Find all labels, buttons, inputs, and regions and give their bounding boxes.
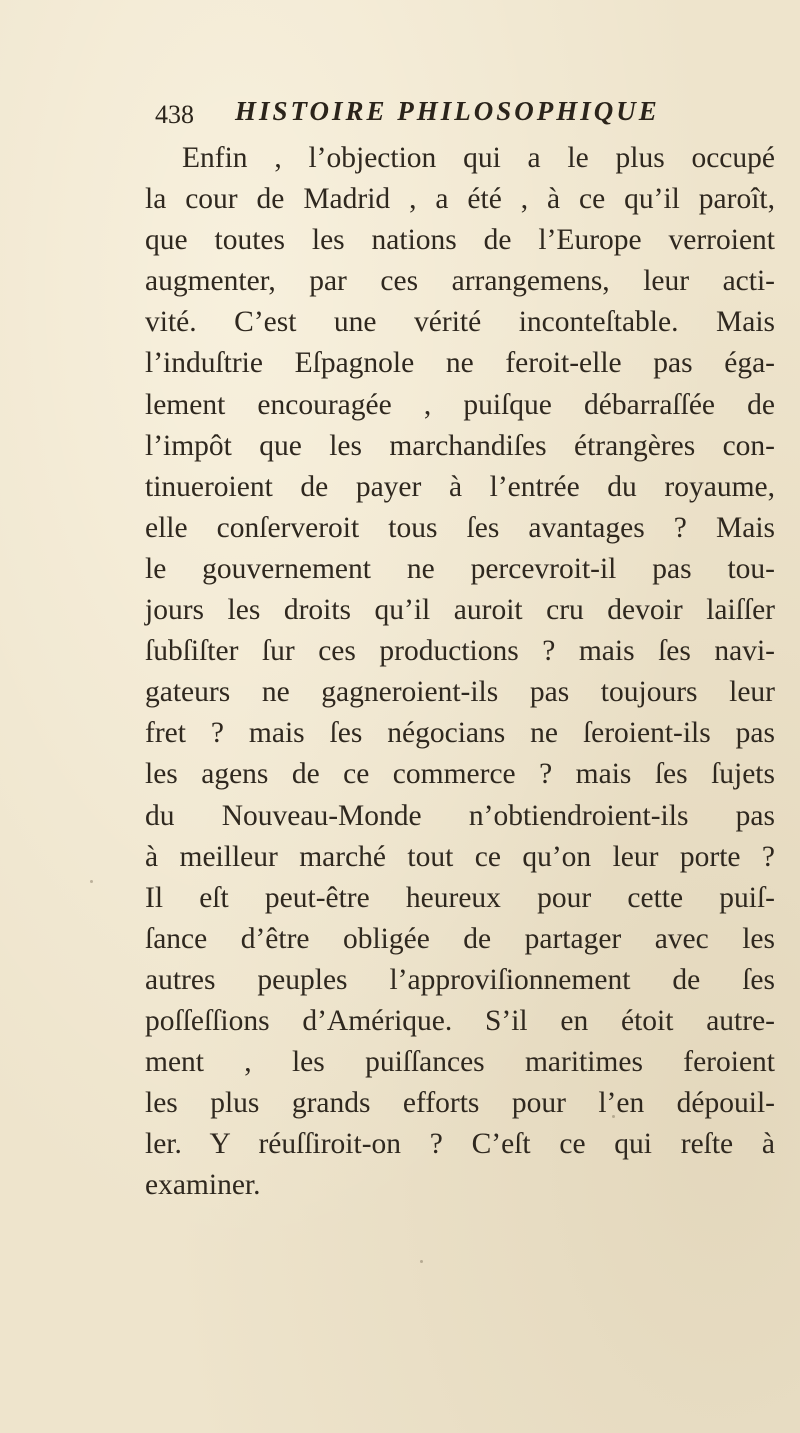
text-line: poſſeſſions d’Amérique. S’il en étoit autre- <box>145 1004 775 1037</box>
page-header <box>155 96 755 136</box>
text-line: l’impôt que les marchandiſes étrangères con- <box>145 429 775 462</box>
text-line: à meilleur marché tout ce qu’on leur porte ? <box>145 840 775 873</box>
text-line: ment , les puiſſances maritimes feroient <box>145 1046 775 1079</box>
text-line: lement encouragée , puiſque débarraſſée de <box>145 388 775 421</box>
text-line: les agens de ce commerce ? mais ſes ſujets <box>145 758 775 791</box>
paper-speck <box>420 1260 423 1263</box>
text-line: examiner. <box>145 1169 261 1202</box>
text-line: l’induſtrie Eſpagnole ne feroit-elle pas éga- <box>145 347 775 380</box>
text-line: augmenter, par ces arrangemens, leur acti- <box>145 265 775 298</box>
text-line: la cour de Madrid , a été , à ce qu’il paroît, <box>145 183 775 216</box>
text-line: que toutes les nations de l’Europe verroient <box>145 224 775 257</box>
text-line: ſance d’être obligée de partager avec les <box>145 922 775 955</box>
paper-speck <box>90 880 93 883</box>
text-line: Enfin , l’objection qui a le plus occupé <box>182 142 775 174</box>
text-line: du Nouveau-Monde n’obtiendroient-ils pas <box>145 799 775 832</box>
text-line: les plus grands efforts pour l’en dépouil- <box>145 1087 775 1120</box>
text-line: Il eſt peut-être heureux pour cette puiſ- <box>145 881 775 914</box>
text-line: fret ? mais ſes négocians ne ſeroient-ils pas <box>145 717 775 750</box>
text-line: ler. Y réuſſiroit-on ? C’eſt ce qui reſte à <box>145 1128 775 1161</box>
text-line: ſubſiſter ſur ces productions ? mais ſes navi- <box>145 635 775 668</box>
body-text <box>145 138 775 1206</box>
page-number: 438 <box>155 100 194 129</box>
text-line: vité. C’est une vérité inconteſtable. Mais <box>145 306 775 339</box>
running-head: HISTOIRE PHILOSOPHIQUE <box>235 96 660 126</box>
text-line: autres peuples l’approviſionnement de ſes <box>145 963 775 996</box>
text-line: elle conſerveroit tous ſes avantages ? Mais <box>145 511 775 544</box>
paper-speck <box>612 1115 615 1118</box>
text-line: tinueroient de payer à l’entrée du royaume, <box>145 470 775 503</box>
text-line: le gouvernement ne percevroit-il pas tou- <box>145 552 775 585</box>
text-line: jours les droits qu’il auroit cru devoir laiſſer <box>145 594 775 627</box>
text-line: gateurs ne gagneroient-ils pas toujours leur <box>145 676 775 709</box>
